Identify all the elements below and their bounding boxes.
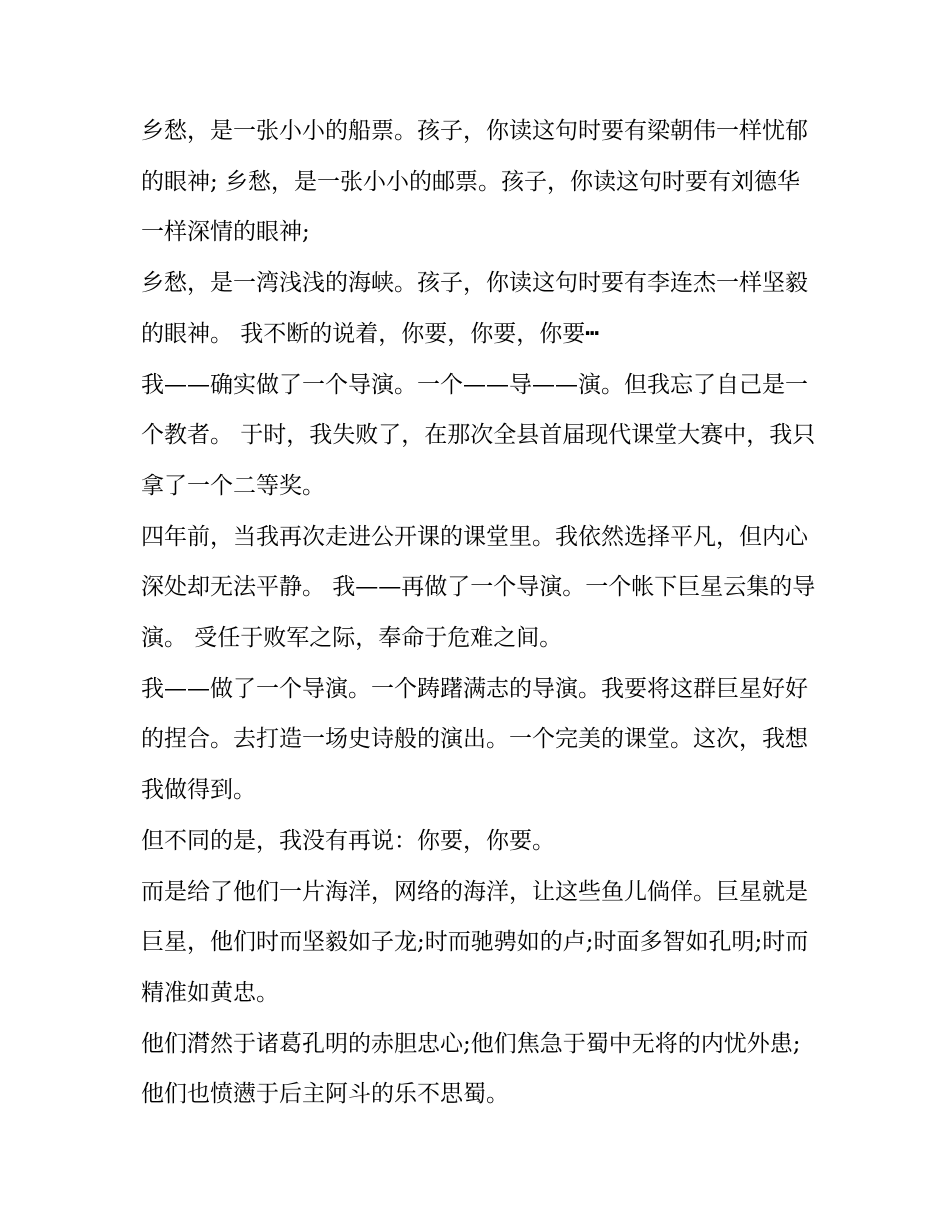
paragraph-2: 乡愁，是一湾浅浅的海峡。孩子，你读这句时要有李连杰一样坚毅的眼神。 我不断的说着，你要，你要，你要┅: [141, 270, 808, 347]
paragraph-8: 他们潸然于诸葛孔明的赤胆忠心;他们焦急于蜀中无将的内忧外患;他们也愤懑于后主阿斗的乐不思蜀。: [141, 1030, 801, 1108]
paragraph-6: 但不同的是，我没有再说：你要，你要。: [141, 827, 555, 854]
document-body: [141, 106, 821, 1120]
paragraph-5: 我——做了一个导演。一个踌躇满志的导演。我要将这群巨星好好的捏合。去打造一场史诗般的演出。一个完美的课堂。这次，我想我做得到。: [141, 675, 808, 804]
paragraph-4: 四年前，当我再次走进公开课的课堂里。我依然选择平凡，但内心深处却无法平静。 我——再做了一个导演。一个帐下巨星云集的导演。 受任于败军之际，奉命于危难之间。: [141, 523, 816, 652]
paragraph-1: 乡愁，是一张小小的船票。孩子，你读这句时要有梁朝伟一样忧郁的眼神; 乡愁，是一张小小的邮票。孩子，你读这句时要有刘德华一样深情的眼神;: [141, 118, 808, 246]
paragraph-7: 而是给了他们一片海洋，网络的海洋，让这些鱼儿倘佯。巨星就是巨星，他们时而坚毅如子龙;时而驰骋如的卢;时面多智如孔明;时而精准如黄忠。: [141, 878, 809, 1006]
paragraph-3: 我——确实做了一个导演。一个——导——演。但我忘了自己是一个教者。 于时，我失败了，在那次全县首届现代课堂大赛中，我只拿了一个二等奖。: [141, 371, 816, 499]
